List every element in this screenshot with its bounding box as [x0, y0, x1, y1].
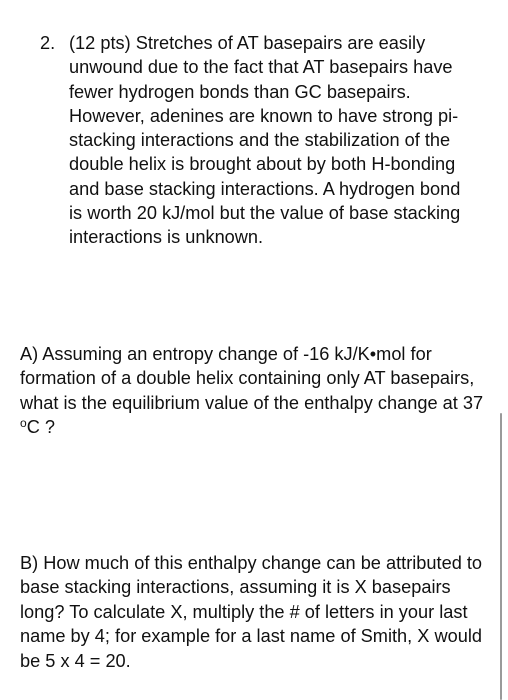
degree-symbol: o: [20, 416, 27, 431]
part-a-text: A) Assuming an entropy change of -16 kJ/K•mol for formation of a double helix containing only AT basepairs, what is the equilibrium value of the enthalpy change at 37: [20, 344, 484, 413]
question-2: [40, 31, 485, 250]
question-text: (12 pts) Stretches of AT basepairs are easily unwound due to the fact that AT basepairs have fewer hydrogen bonds than GC basepairs. However, adenines are known to have strong pi-stacking interactions and the stabilization of the double helix is brought about by both H-bonding and base stacking interactions. A hydrogen bond is worth 20 kJ/mol but the value of base stacking interactions is unknown.: [69, 33, 461, 248]
question-number: 2.: [40, 33, 56, 53]
part-b-text: B) How much of this enthalpy change can be attributed to base stacking interactions, assuming it is X basepairs long? To calculate X, multiply the # of letters in your last name by 4; for example for a last name of Smith, X would be 5 x 4 = 20.: [20, 553, 483, 671]
part-a-unit: C ?: [26, 417, 55, 438]
vertical-scrollbar[interactable]: [500, 413, 502, 700]
part-b: [20, 551, 490, 673]
part-a: [20, 342, 490, 440]
